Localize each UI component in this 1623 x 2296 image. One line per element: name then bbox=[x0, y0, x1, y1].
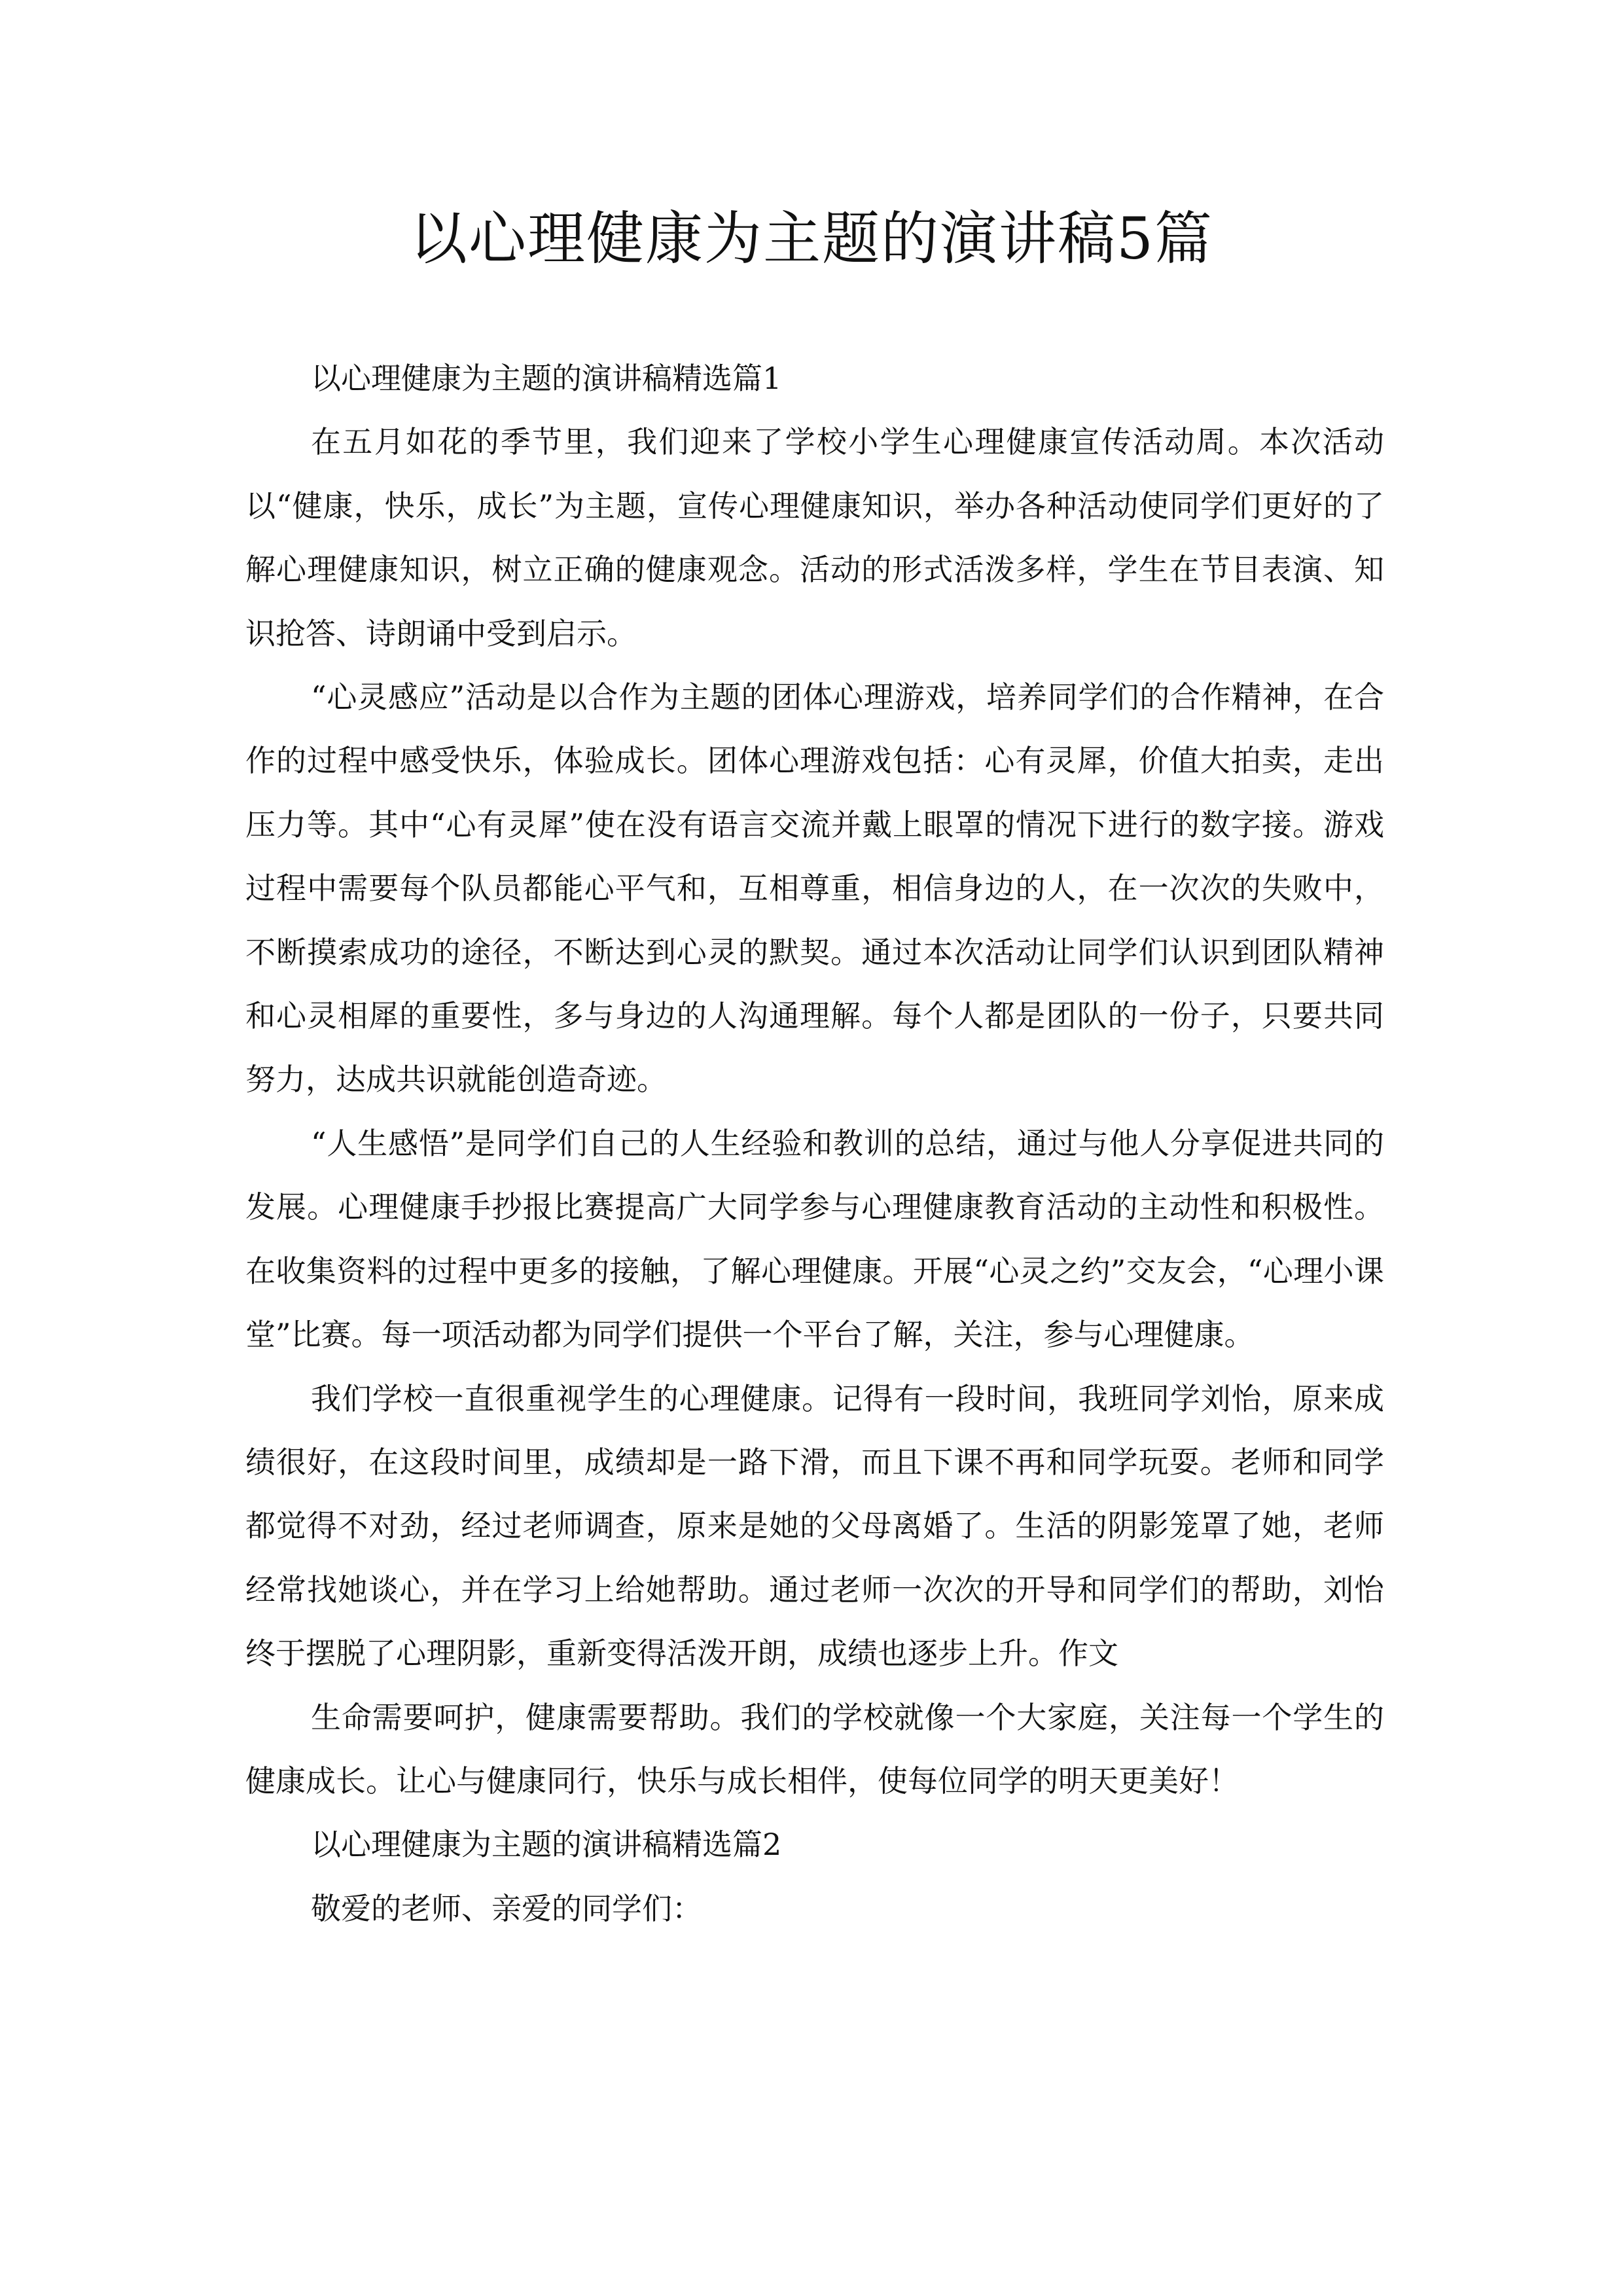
document-title: 以心理健康为主题的演讲稿5篇 bbox=[410, 205, 1213, 272]
salutation: 敬爱的老师、亲爱的同学们： bbox=[311, 1890, 702, 1926]
paragraph: 我们学校一直很重视学生的心理健康。记得有一段时间，我班同学刘怡，原来成绩很好，在这段时间里，成绩却是一路下滑，而且下课不再和同学玩耍。老师和同学都觉得不对劲，经过老师调查，原来是她的父母离婚了。生活的阴影笼罩了她，老师经常找她谈心，并在学习上给她帮助。通过老师一次次的开导和同学们的帮助，刘怡终于摆脱了心理阴影，重新变得活泼开朗，成绩也逐步上升。作文 bbox=[245, 1380, 1384, 1672]
paragraph: 生命需要呵护，健康需要帮助。我们的学校就像一个大家庭，关注每一个学生的健康成长。让心与健康同行，快乐与成长相伴，使每位同学的明天更美好！ bbox=[245, 1699, 1384, 1799]
section-heading-1: 以心理健康为主题的演讲稿精选篇1 bbox=[311, 361, 782, 396]
document-body bbox=[245, 347, 1384, 1941]
section-heading-2: 以心理健康为主题的演讲稿精选篇2 bbox=[311, 1827, 782, 1863]
paragraph: “人生感悟”是同学们自己的人生经验和教训的总结，通过与他人分享促进共同的发展。心理健康手抄报比赛提高广大同学参与心理健康教育活动的主动性和积极性。在收集资料的过程中更多的接触，了解心理健康。开展“心灵之约”交友会，“心理小课堂”比赛。每一项活动都为同学们提供一个平台了解，关注，参与心理健康。 bbox=[245, 1125, 1384, 1353]
paragraph: 在五月如花的季节里，我们迎来了学校小学生心理健康宣传活动周。本次活动以“健康，快乐，成长”为主题，宣传心理健康知识，举办各种活动使同学们更好的了解心理健康知识，树立正确的健康观念。活动的形式活泼多样，学生在节目表演、知识抢答、诗朗诵中受到启示。 bbox=[245, 424, 1384, 651]
paragraph: “心灵感应”活动是以合作为主题的团体心理游戏，培养同学们的合作精神，在合作的过程中感受快乐，体验成长。团体心理游戏包括：心有灵犀，价值大拍卖，走出压力等。其中“心有灵犀”使在没有语言交流并戴上眼罩的情况下进行的数字接。游戏过程中需要每个队员都能心平气和，互相尊重，相信身边的人，在一次次的失败中，不断摸索成功的途径，不断达到心灵的默契。通过本次活动让同学们认识到团队精神和心灵相犀的重要性，多与身边的人沟通理解。每个人都是团队的一份子，只要共同努力，达成共识就能创造奇迹。 bbox=[245, 679, 1384, 1098]
